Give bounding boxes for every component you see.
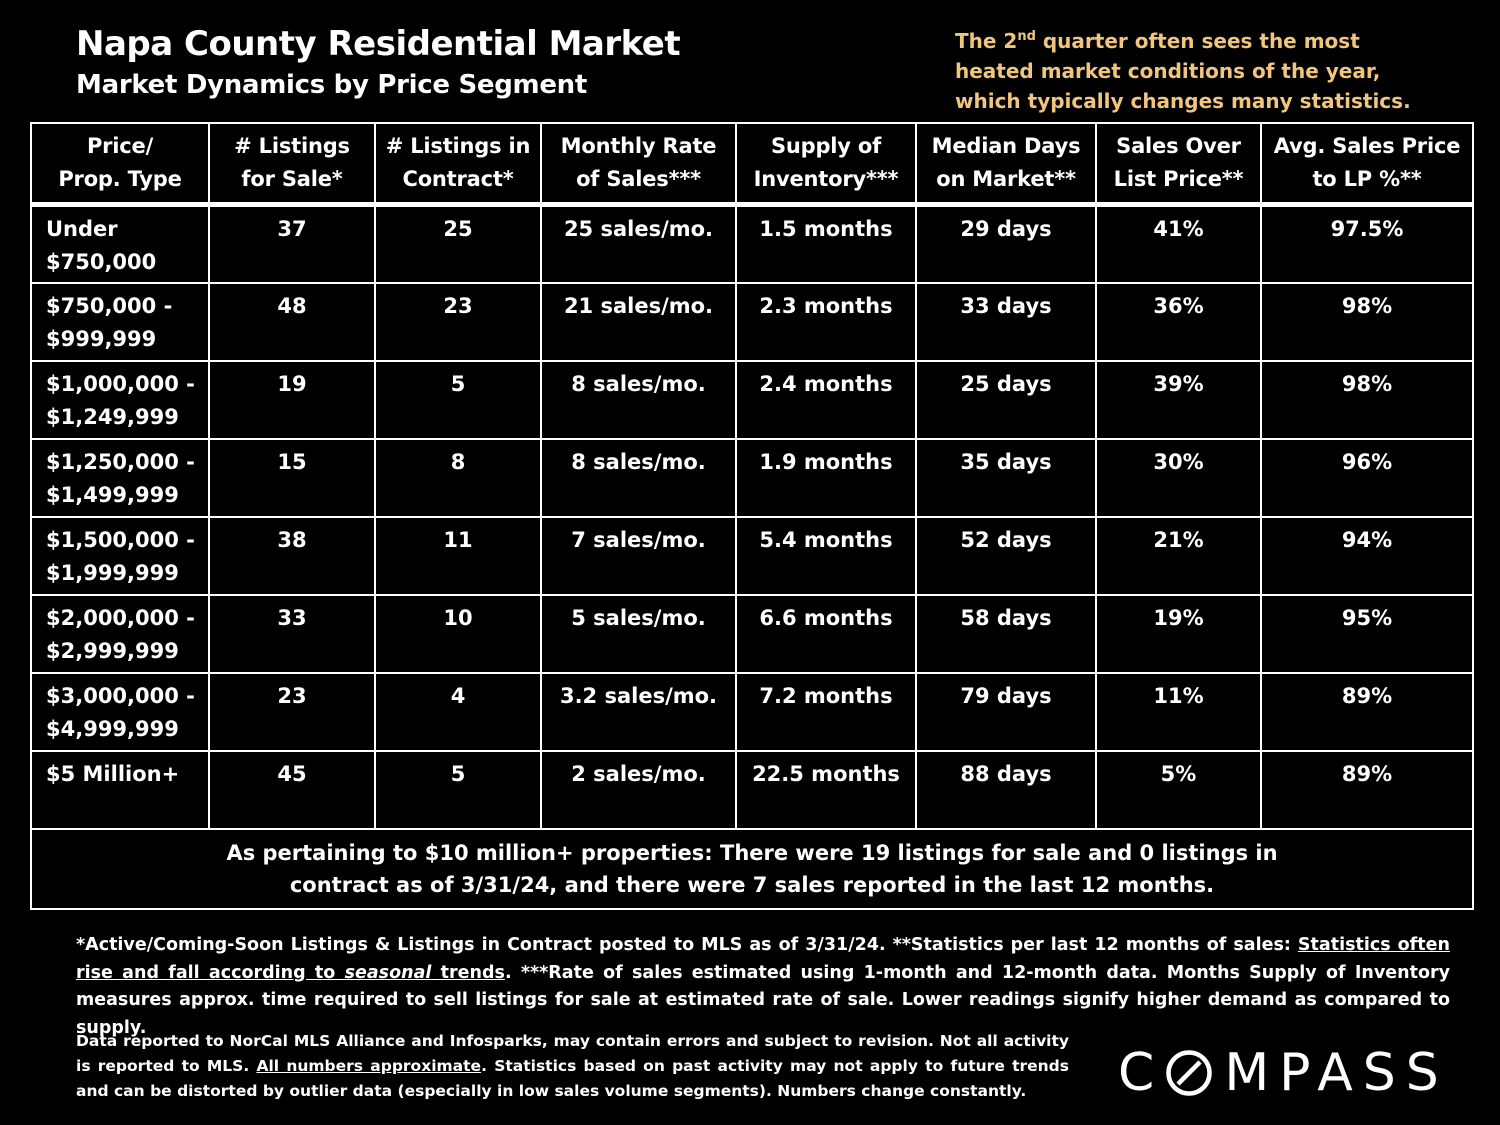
table-cell: 25 days xyxy=(916,361,1096,439)
market-table xyxy=(30,122,1474,910)
table-cell: 21 sales/mo. xyxy=(541,283,736,361)
segment-cell: $1,000,000 - $1,249,999 xyxy=(31,361,209,439)
table-cell: 2.3 months xyxy=(736,283,916,361)
table-cell: 21% xyxy=(1096,517,1261,595)
segment-cell: $5 Million+ xyxy=(31,751,209,829)
table-cell: 8 sales/mo. xyxy=(541,439,736,517)
table-cell: 88 days xyxy=(916,751,1096,829)
table-header-row xyxy=(31,123,1473,205)
table-cell: 33 xyxy=(209,595,375,673)
table-cell: 25 sales/mo. xyxy=(541,205,736,283)
page-subtitle: Market Dynamics by Price Segment xyxy=(76,70,588,100)
table-cell: 1.9 months xyxy=(736,439,916,517)
segment-cell: $750,000 - $999,999 xyxy=(31,283,209,361)
compass-logo xyxy=(1118,1040,1449,1106)
header-listings-for-sale: # Listings for Sale* xyxy=(209,123,375,205)
table-cell: 25 xyxy=(375,205,541,283)
table-cell: 45 xyxy=(209,751,375,829)
table-cell: 89% xyxy=(1261,751,1473,829)
logo-letters: MPASS xyxy=(1224,1043,1449,1103)
table-cell: 37 xyxy=(209,205,375,283)
table-cell: 98% xyxy=(1261,283,1473,361)
table-cell: 36% xyxy=(1096,283,1261,361)
table-row xyxy=(31,751,1473,829)
header-avg-sales-price: Avg. Sales Price to LP %** xyxy=(1261,123,1473,205)
table-row xyxy=(31,673,1473,751)
all-numbers-approximate: All numbers approximate xyxy=(256,1057,482,1075)
table-cell: 8 sales/mo. xyxy=(541,361,736,439)
table-cell: 96% xyxy=(1261,439,1473,517)
header-listings-in-contract: # Listings in Contract* xyxy=(375,123,541,205)
note-line-1: The 2nd quarter often sees the most xyxy=(955,29,1360,53)
footnote xyxy=(76,932,1450,1042)
seasonal-trends-note: Statistics often rise and fall according to seasonal trends xyxy=(76,935,1450,983)
table-cell: 98% xyxy=(1261,361,1473,439)
segment-cell: $1,250,000 - $1,499,999 xyxy=(31,439,209,517)
table-cell: 89% xyxy=(1261,673,1473,751)
note-line-3: which typically changes many statistics. xyxy=(955,89,1411,113)
compass-o-icon xyxy=(1164,1048,1214,1098)
table-cell: 29 days xyxy=(916,205,1096,283)
table-row xyxy=(31,205,1473,283)
table-cell: 7.2 months xyxy=(736,673,916,751)
segment-cell: $1,500,000 - $1,999,999 xyxy=(31,517,209,595)
logo-letter-c: C xyxy=(1118,1043,1165,1103)
table-cell: 15 xyxy=(209,439,375,517)
table-cell: 79 days xyxy=(916,673,1096,751)
table-footer-row xyxy=(31,829,1473,909)
table-cell: 5.4 months xyxy=(736,517,916,595)
table-cell: 41% xyxy=(1096,205,1261,283)
table-cell: 39% xyxy=(1096,361,1261,439)
table-cell: 2.4 months xyxy=(736,361,916,439)
disclaimer-text: Data reported to NorCal MLS Alliance and Infosparks, may contain errors and subject to revision. Not all activity is reported to MLS. xyxy=(76,1032,1069,1075)
table-cell: 3.2 sales/mo. xyxy=(541,673,736,751)
table-cell: 4 xyxy=(375,673,541,751)
table-cell: 58 days xyxy=(916,595,1096,673)
table-cell: 97.5% xyxy=(1261,205,1473,283)
table-cell: 11% xyxy=(1096,673,1261,751)
table-cell: 94% xyxy=(1261,517,1473,595)
header-monthly-rate: Monthly Rate of Sales*** xyxy=(541,123,736,205)
table-row xyxy=(31,283,1473,361)
segment-cell: $3,000,000 - $4,999,999 xyxy=(31,673,209,751)
table-cell: 11 xyxy=(375,517,541,595)
table-cell: 5% xyxy=(1096,751,1261,829)
table-cell: 8 xyxy=(375,439,541,517)
table-cell: 1.5 months xyxy=(736,205,916,283)
disclaimer xyxy=(76,1029,1069,1104)
header-supply: Supply of Inventory*** xyxy=(736,123,916,205)
table-cell: 33 days xyxy=(916,283,1096,361)
disclaimer-text-2: . Statistics based on past activity may not apply to future trends and can be distorted by outlier data (especially in low sales volume segments). Numbers change constantly. xyxy=(76,1057,1069,1100)
table-cell: 5 sales/mo. xyxy=(541,595,736,673)
note-line-2: heated market conditions of the year, xyxy=(955,59,1381,83)
table-cell: 52 days xyxy=(916,517,1096,595)
luxury-summary-cell: As pertaining to $10 million+ properties: There were 19 listings for sale and 0 listings in contract as of 3/31/24, and there were 7 sales reported in the last 12 months. xyxy=(31,829,1473,909)
table-cell: 23 xyxy=(375,283,541,361)
header-median-days: Median Days on Market** xyxy=(916,123,1096,205)
table-cell: 5 xyxy=(375,751,541,829)
table-cell: 7 sales/mo. xyxy=(541,517,736,595)
table-cell: 5 xyxy=(375,361,541,439)
footnote-text-2: . ***Rate of sales estimated using 1-month and 12-month data. Months Supply of Inventory measures approx. time required to sell listings for sale at estimated rate of sale. Lower readings signify higher demand as compared to supply. xyxy=(76,962,1451,1038)
table-row xyxy=(31,517,1473,595)
table-cell: 10 xyxy=(375,595,541,673)
table-cell: 30% xyxy=(1096,439,1261,517)
footnote-text: *Active/Coming-Soon Listings & Listings in Contract posted to MLS as of 3/31/24. **Statistics per last 12 months of sales: xyxy=(76,935,1298,955)
table-cell: 35 days xyxy=(916,439,1096,517)
table-cell: 19 xyxy=(209,361,375,439)
table-cell: 6.6 months xyxy=(736,595,916,673)
table-row xyxy=(31,361,1473,439)
table-cell: 22.5 months xyxy=(736,751,916,829)
table-cell: 19% xyxy=(1096,595,1261,673)
page-title: Napa County Residential Market xyxy=(76,24,681,64)
segment-cell: Under $750,000 xyxy=(31,205,209,283)
table-cell: 38 xyxy=(209,517,375,595)
header-price-type: Price/ Prop. Type xyxy=(31,123,209,205)
table-cell: 23 xyxy=(209,673,375,751)
table-cell: 48 xyxy=(209,283,375,361)
table-cell: 95% xyxy=(1261,595,1473,673)
header-sales-over-list: Sales Over List Price** xyxy=(1096,123,1261,205)
table-cell: 2 sales/mo. xyxy=(541,751,736,829)
table-row xyxy=(31,595,1473,673)
segment-cell: $2,000,000 - $2,999,999 xyxy=(31,595,209,673)
table-row xyxy=(31,439,1473,517)
seasonal-note xyxy=(955,26,1411,116)
